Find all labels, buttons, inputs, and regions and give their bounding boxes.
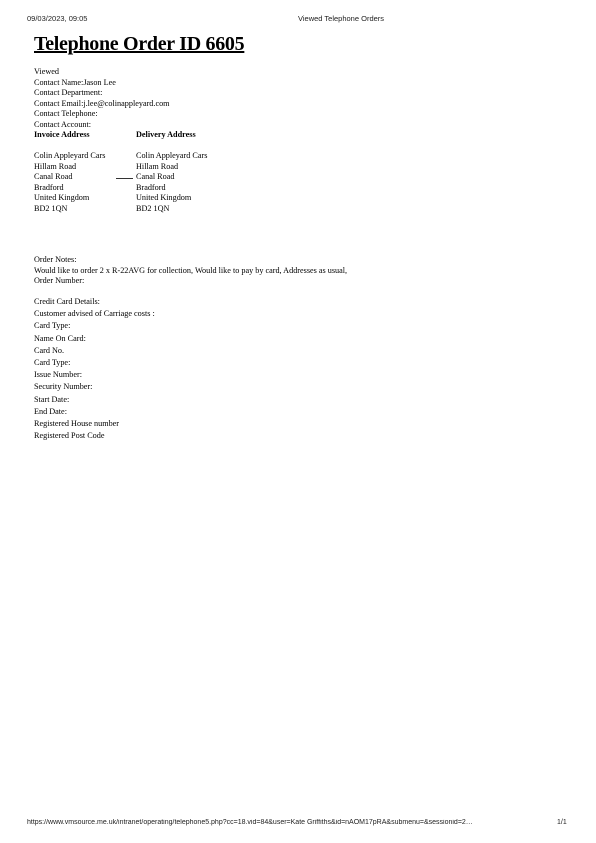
page-title: Telephone Order ID 6605 [34,33,245,55]
end-date: End Date: [34,406,67,416]
order-number: Order Number: [34,276,85,286]
page-number: 1/1 [557,819,567,826]
invoice-address-heading: Invoice Address [34,130,90,139]
print-page-title: Viewed Telephone Orders [298,14,385,23]
invoice-address-line: Colin Appleyard Cars [34,151,106,160]
delivery-address-line: United Kingdom [136,193,192,202]
invoice-address-line: Hillam Road [34,161,77,171]
print-url: https://www.vmsource.me.uk/intranet/operating/telephone5.php?cc=18.vid=84&user=Kate Griffiths&id=nAOM17pRA&submenu=&sessionid=2… [27,819,473,826]
invoice-address-line: Bradford [34,182,64,192]
delivery-address-line: Hillam Road [136,161,179,171]
contact-department: Contact Department: [34,88,103,98]
invoice-address-line: BD2 1QN [34,203,68,213]
invoice-address-line: Canal Road [34,172,73,181]
card-type: Card Type: [34,321,71,331]
contact-details [34,67,170,131]
order-notes-section [34,255,347,287]
contact-account: Contact Account: [34,119,92,129]
delivery-address-line: Bradford [136,182,166,192]
delivery-address [136,130,207,214]
contact-telephone: Contact Telephone: [34,109,98,119]
card-number: Card No. [34,345,65,355]
order-notes-label: Order Notes: [34,255,77,264]
name-on-card: Name On Card: [34,333,86,343]
card-details-section [34,297,155,443]
viewed-status: Viewed [34,67,59,76]
invoice-address [34,130,105,214]
security-number: Security Number: [34,382,93,392]
contact-name: Contact Name:Jason Lee [34,77,116,87]
start-date: Start Date: [34,394,70,404]
registered-post-code: Registered Post Code [34,431,105,441]
address-divider [116,178,133,179]
contact-email: Contact Email:j.lee@colinappleyard.com [34,98,170,108]
card-type-2: Card Type: [34,357,71,367]
delivery-address-line: Colin Appleyard Cars [136,151,208,160]
issue-number: Issue Number: [34,370,82,380]
carriage-costs-advised: Customer advised of Carriage costs : [34,309,155,319]
print-datetime: 09/03/2023, 09:05 [27,14,88,23]
invoice-address-line: United Kingdom [34,193,90,202]
credit-card-details-label: Credit Card Details: [34,297,100,306]
delivery-address-heading: Delivery Address [136,130,196,139]
delivery-address-line: Canal Road [136,172,175,181]
order-notes-text: Would like to order 2 x R-22AVG for collection, Would like to pay by card, Addresses as usual, [34,265,348,275]
registered-house-number: Registered House number [34,418,120,428]
delivery-address-line: BD2 1QN [136,203,170,213]
